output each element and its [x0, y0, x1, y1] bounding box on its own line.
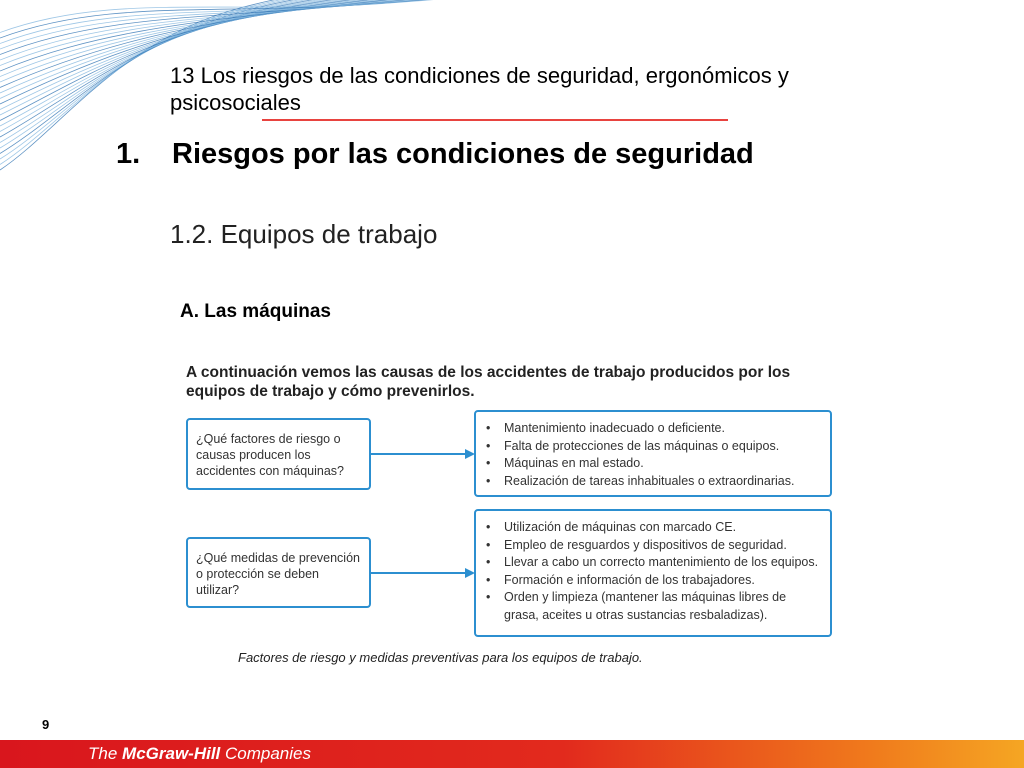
arrow-right-icon [371, 447, 476, 461]
section-number: 1. [116, 138, 141, 170]
arrow-right-icon [371, 566, 476, 580]
list-item: • Formación e información de los trabajadores. [484, 572, 820, 590]
answer-box-prevention [474, 509, 832, 637]
subheading: A. Las máquinas [180, 301, 331, 322]
section-title-text: Riesgos por las condiciones de seguridad [172, 138, 754, 170]
list-item: • Empleo de resguardos y dispositivos de seguridad. [484, 537, 820, 555]
figure-caption: Factores de riesgo y medidas preventivas para los equipos de trabajo. [238, 650, 643, 665]
question-box-prevention: ¿Qué medidas de prevención o protección se deben utilizar? [186, 537, 371, 608]
figure-intro-text: A continuación vemos las causas de los accidentes de trabajo producidos por los equipos de trabajo y cómo prevenirlos. [186, 364, 791, 400]
footer-bar [0, 740, 1024, 768]
list-item: • Mantenimiento inadecuado o deficiente. [484, 420, 820, 438]
prevention-measure-list [484, 519, 820, 624]
risk-factor-list [484, 420, 820, 490]
page-number: 9 [42, 717, 50, 732]
list-item: • Máquinas en mal estado. [484, 455, 820, 473]
chapter-title: 13 Los riesgos de las condiciones de seguridad, ergonómicos y psicosociales [170, 63, 789, 115]
list-item: • Falta de protecciones de las máquinas o equipos. [484, 438, 820, 456]
answer-box-risk-factors [474, 410, 832, 497]
section-title [116, 138, 754, 171]
question-box-risk-factors: ¿Qué factores de riesgo o causas producen los accidentes con máquinas? [186, 418, 371, 490]
title-underline [262, 119, 728, 121]
list-item: • Realización de tareas inhabituales o extraordinarias. [484, 473, 820, 491]
subsection-title: 1.2. Equipos de trabajo [170, 219, 438, 249]
list-item: • Llevar a cabo un correcto mantenimiento de los equipos. [484, 554, 820, 572]
list-item: • Utilización de máquinas con marcado CE. [484, 519, 820, 537]
publisher-logo: The McGraw-Hill Companies [88, 744, 311, 763]
list-item: • Orden y limpieza (mantener las máquinas libres de grasa, aceites u otras sustancias resbaladizas). [484, 589, 820, 624]
